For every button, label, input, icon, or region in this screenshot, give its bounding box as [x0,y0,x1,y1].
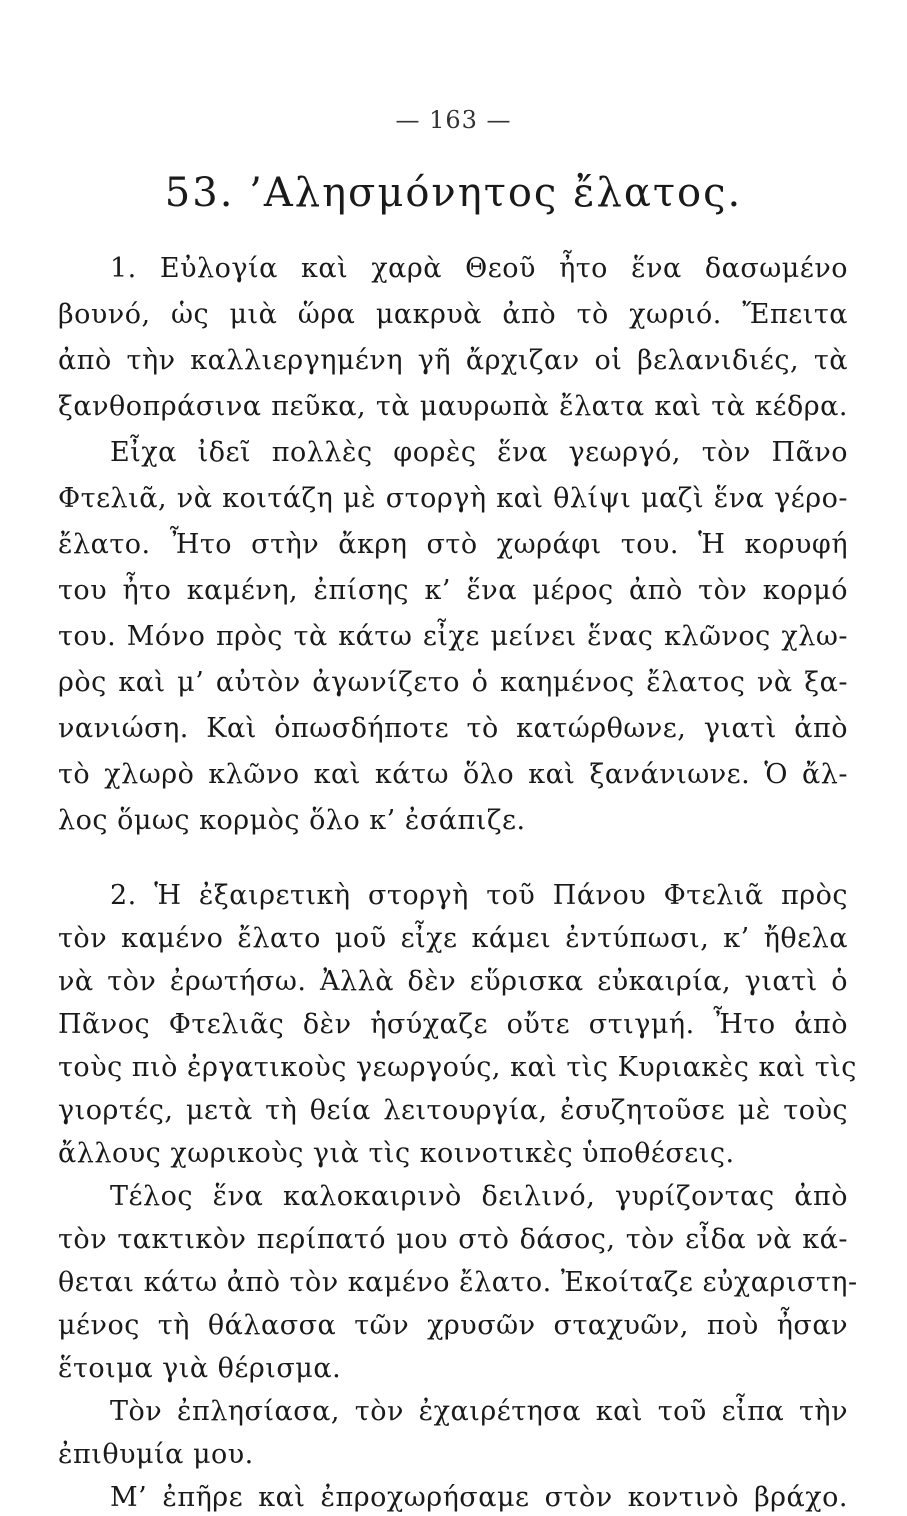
text-line: λος ὅμως κορμὸς ὅλο κ’ ἐσάπιζε. [58,805,526,836]
text-line: τὸν καμένο ἔλατο μοῦ εἶχε κάμει ἐντύπωσι, κ’ ἤθελα [58,923,848,954]
text-line: Μ’ ἐπῆρε καὶ ἐπροχωρήσαμε στὸν κοντινὸ βράχο. [110,1482,848,1513]
text-line: Τὸν ἐπλησίασα, τὸν ἐχαιρέτησα καὶ τοῦ εἶπα τὴν [110,1396,848,1427]
text-line: τοὺς πιὸ ἐργατικοὺς γεωργούς, καὶ τὶς Κυριακὲς καὶ τὶς [58,1052,857,1083]
text-line: ἔλατο. Ἦτο στὴν ἄκρη στὸ χωράφι του. Ἡ κορυφή [58,529,848,560]
page-number: — 163 — [395,106,512,134]
text-line: Τέλος ἕνα καλοκαιρινὸ δειλινό, γυρίζοντας ἀπὸ [110,1181,848,1212]
text-line: γιορτές, μετὰ τὴ θεία λειτουργία, ἐσυζητοῦσε μὲ τοὺς [58,1095,848,1126]
text-line: Πᾶνος Φτελιᾶς δὲν ἡσύχαζε οὔτε στιγμή. Ἦτο ἀπὸ [58,1009,848,1040]
text-line: ἄλλους χωρικοὺς γιὰ τὶς κοινοτικὲς ὑποθέσεις. [58,1138,735,1169]
text-line: ἐπιθυμία μου. [58,1439,254,1470]
text-line: 2. Ἡ ἐξαιρετικὴ στοργὴ τοῦ Πάνου Φτελιᾶ πρὸς [110,880,848,911]
text-line: τὸν τακτικὸν περίπατό μου στὸ δάσος, τὸν εἶδα νὰ κά- [58,1224,848,1255]
text-line: μένος τὴ θάλασσα τῶν χρυσῶν σταχυῶν, ποὺ ἦσαν [58,1310,848,1341]
text-line: ἕτοιμα γιὰ θέρισμα. [58,1353,342,1384]
text-line: θεται κάτω ἀπὸ τὸν καμένο ἔλατο. Ἐκοίταζε εὐχαριστη- [58,1267,858,1298]
text-line: του ἦτο καμένη, ἐπίσης κ’ ἕνα μέρος ἀπὸ τὸν κορμό [58,575,848,606]
chapter-title: 53. ’Αλησμόνητος ἔλατος. [164,170,743,216]
text-line: ἀπὸ τὴν καλλιεργημένη γῆ ἄρχιζαν οἱ βελανιδιές, τὰ [58,345,848,376]
text-line: βουνό, ὡς μιὰ ὥρα μακρυὰ ἀπὸ τὸ χωριό. Ἔπειτα [58,299,848,330]
text-line: του. Μόνο πρὸς τὰ κάτω εἶχε μείνει ἕνας κλῶνος χλω- [58,621,848,652]
text-line: ξανθοπράσινα πεῦκα, τὰ μαυρωπὰ ἔλατα καὶ τὰ κέδρα. [58,391,848,422]
text-line: τὸ χλωρὸ κλῶνο καὶ κάτω ὅλο καὶ ξανάνιωνε. Ὁ ἄλ- [58,759,848,790]
text-line: Εἶχα ἰδεῖ πολλὲς φορὲς ἕνα γεωργό, τὸν Πᾶνο [110,437,848,468]
text-line: 1. Εὐλογία καὶ χαρὰ Θεοῦ ἦτο ἕνα δασωμένο [110,253,848,284]
text-line: νὰ τὸν ἐρωτήσω. Ἀλλὰ δὲν εὕρισκα εὐκαιρία, γιατὶ ὁ [58,966,848,997]
text-line: νανιώση. Καὶ ὁπωσδήποτε τὸ κατώρθωνε, γιατὶ ἀπὸ [58,713,848,744]
text-line: Φτελιᾶ, νὰ κοιτάζη μὲ στοργὴ καὶ θλίψι μαζὶ ἕνα γέρο- [58,483,848,514]
text-line: ρὸς καὶ μ’ αὐτὸν ἀγωνίζετο ὁ καημένος ἔλατος νὰ ξα- [58,667,848,698]
